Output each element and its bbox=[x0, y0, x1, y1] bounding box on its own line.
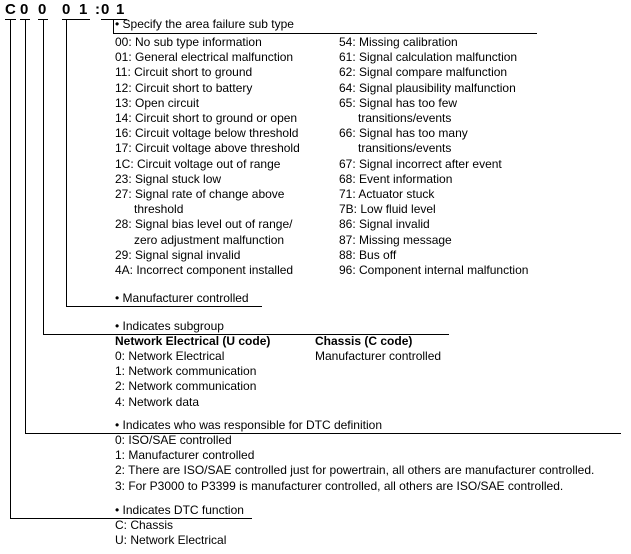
subtype-item: 29: Signal signal invalid bbox=[115, 247, 241, 262]
code-char-responsible: 0 bbox=[20, 1, 29, 18]
responsible-item: 0: ISO/SAE controlled bbox=[115, 433, 232, 447]
subtype-item: transitions/events bbox=[358, 141, 452, 156]
code-char-subtype-2: 1 bbox=[116, 1, 125, 18]
network-item: 1: Network communication bbox=[115, 364, 257, 379]
subtype-item: 28: Signal bias level out of range/ bbox=[115, 217, 293, 232]
subtype-item: 61: Signal calculation malfunction bbox=[339, 50, 518, 65]
subtype-item: 68: Event information bbox=[339, 171, 453, 186]
code-char-subtype-1: 0 bbox=[101, 1, 110, 18]
subtype-item: 88: Bus off bbox=[339, 247, 397, 262]
function-item: U: Network Electrical bbox=[115, 533, 227, 548]
connector-subgroup-vertical bbox=[43, 20, 44, 334]
subgroup-heading: • Indicates subgroup bbox=[115, 319, 224, 333]
connector-responsible-vertical bbox=[25, 20, 26, 433]
subtype-heading: • Specify the area failure sub type bbox=[115, 17, 294, 31]
responsible-heading: • Indicates who was responsible for DTC definition bbox=[115, 418, 382, 432]
subtype-item: 66: Signal has too many bbox=[339, 126, 468, 141]
subtype-item: 64: Signal plausibility malfunction bbox=[339, 80, 516, 95]
subtype-item: 1C: Circuit voltage out of range bbox=[115, 156, 281, 171]
network-electrical-list bbox=[115, 349, 256, 410]
network-item: 2: Network communication bbox=[115, 379, 257, 394]
subtype-item: 65: Signal has too few bbox=[339, 95, 458, 110]
subtype-item: 7B: Low fluid level bbox=[339, 202, 436, 217]
function-heading: • Indicates DTC function bbox=[115, 503, 244, 517]
connector-function-vertical bbox=[10, 20, 11, 518]
responsible-item: 2: There are ISO/SAE controlled just for powertrain, all others are manufacturer controlled. bbox=[115, 463, 595, 478]
subtype-item: 17: Circuit voltage above threshold bbox=[115, 141, 300, 156]
network-item: 4: Network data bbox=[115, 394, 200, 409]
manufacturer-heading: • Manufacturer controlled bbox=[115, 291, 249, 305]
responsible-item: 1: Manufacturer controlled bbox=[115, 448, 255, 463]
subtype-item: zero adjustment malfunction bbox=[134, 232, 285, 247]
code-char-function: C bbox=[5, 1, 16, 18]
connector-manufacturer-vertical bbox=[66, 20, 67, 306]
connector-subtype-vertical bbox=[113, 20, 114, 34]
chassis-title: Chassis (C code) bbox=[315, 334, 413, 348]
subtype-item: threshold bbox=[134, 202, 184, 217]
network-item: 0: Network Electrical bbox=[115, 349, 225, 363]
code-char-manufacturer-2: 1 bbox=[79, 1, 88, 18]
network-electrical-title: Network Electrical (U code) bbox=[115, 334, 271, 348]
subtype-item: 11: Circuit short to ground bbox=[115, 65, 253, 80]
subtype-item: 00: No sub type information bbox=[115, 35, 262, 49]
subtype-item: 54: Missing calibration bbox=[339, 35, 458, 49]
responsible-item: 3: For P3000 to P3399 is manufacturer controlled, all others are ISO/SAE controlled. bbox=[115, 478, 564, 493]
subtype-list-left bbox=[115, 35, 300, 278]
connector-subtype-horizontal bbox=[113, 33, 537, 34]
function-item: C: Chassis bbox=[115, 518, 174, 532]
responsible-list bbox=[115, 433, 594, 494]
code-char-separator: : bbox=[95, 1, 100, 18]
subtype-item: 4A: Incorrect component installed bbox=[115, 263, 294, 278]
subtype-item: 62: Signal compare malfunction bbox=[339, 65, 508, 80]
subtype-item: 27: Signal rate of change above bbox=[115, 187, 285, 202]
subtype-item: 67: Signal incorrect after event bbox=[339, 156, 502, 171]
subtype-item: 87: Missing message bbox=[339, 232, 452, 247]
connector-manufacturer-horizontal bbox=[66, 306, 262, 307]
subtype-item: 12: Circuit short to battery bbox=[115, 80, 253, 95]
subtype-item: 13: Open circuit bbox=[115, 95, 200, 110]
subtype-item: 23: Signal stuck low bbox=[115, 171, 222, 186]
chassis-text: Manufacturer controlled bbox=[315, 349, 442, 363]
function-list bbox=[115, 518, 226, 548]
subtype-item: 14: Circuit short to ground or open bbox=[115, 111, 298, 126]
code-char-manufacturer: 0 bbox=[62, 1, 71, 18]
subtype-list-right bbox=[339, 35, 528, 278]
subtype-item: 86: Signal invalid bbox=[339, 217, 430, 232]
subtype-item: 71: Actuator stuck bbox=[339, 187, 435, 202]
subtype-item: 01: General electrical malfunction bbox=[115, 50, 294, 65]
subtype-item: transitions/events bbox=[358, 111, 452, 126]
code-char-subgroup: 0 bbox=[38, 1, 47, 18]
subtype-item: 96: Component internal malfunction bbox=[339, 263, 529, 278]
subtype-item: 16: Circuit voltage below threshold bbox=[115, 126, 299, 141]
